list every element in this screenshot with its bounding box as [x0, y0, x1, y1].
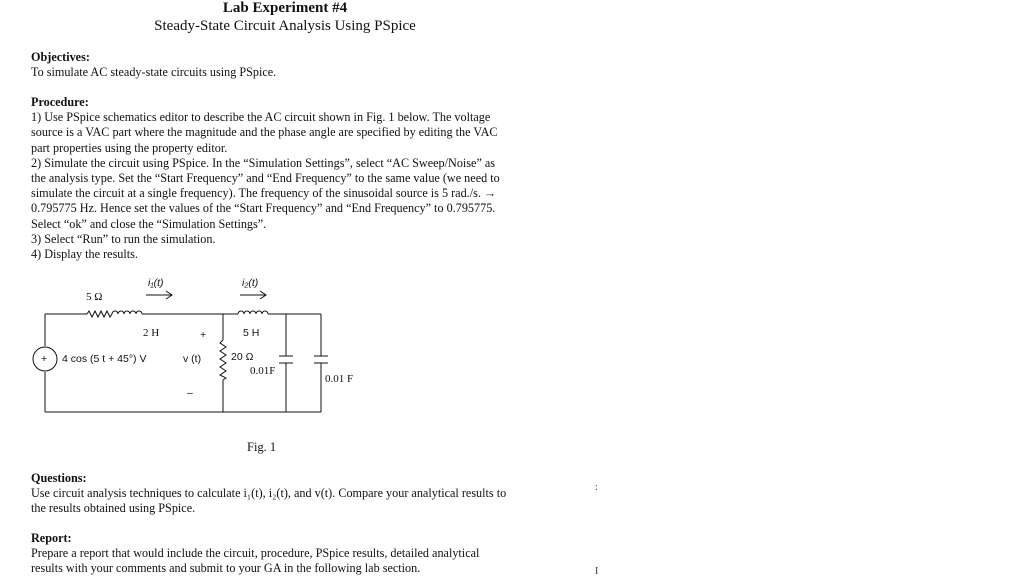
resistor-5ohm: [87, 311, 112, 317]
label-r1: 5 Ω: [86, 291, 103, 303]
label-i2: i₂(t): [242, 277, 259, 289]
procedure-line: 4) Display the results.: [31, 247, 138, 262]
report-heading: Report:: [31, 531, 72, 545]
report-line: Prepare a report that would include the circuit, procedure, PSpice results, detailed analytical: [31, 546, 480, 561]
questions-line: the results obtained using PSpice.: [31, 501, 196, 516]
objectives-section: [31, 50, 551, 80]
objectives-heading: Objectives:: [31, 50, 90, 64]
procedure-section: [31, 95, 551, 262]
figure-caption: Fig. 1: [247, 440, 277, 454]
procedure-line: Select “ok” and close the “Simulation Settings”.: [31, 216, 267, 231]
report-section: [31, 531, 551, 577]
inductor-5h: [238, 311, 268, 314]
label-r2: 20 Ω: [231, 351, 254, 363]
label-c1: 0.01F: [250, 365, 276, 377]
procedure-line: part properties using the property editor.: [31, 140, 228, 155]
inductor-2h: [112, 311, 142, 314]
margin-mark: I: [595, 566, 599, 577]
margin-mark: :: [595, 482, 598, 493]
label-vt-plus: +: [200, 329, 207, 341]
resistor-20ohm: [220, 340, 226, 380]
circuit-diagram: [30, 268, 370, 418]
current-arrow-i1: [146, 291, 172, 299]
questions-heading: Questions:: [31, 471, 87, 485]
source-plus-sign: +: [41, 353, 48, 365]
procedure-line: source is a VAC part where the magnitude and the phase angle are specified by editing the VAC: [31, 125, 498, 140]
objectives-text: To simulate AC steady-state circuits using PSpice.: [31, 65, 277, 80]
label-l1: 2 H: [143, 327, 160, 339]
current-arrow-i2: [240, 291, 266, 299]
capacitor-c1: [279, 356, 293, 363]
label-i1: i₁(t): [148, 277, 164, 289]
document-subtitle: Steady-State Circuit Analysis Using PSpice: [154, 18, 416, 34]
questions-section: [31, 471, 551, 517]
questions-line: Use circuit analysis techniques to calculate i₁(t), i₂(t), and v(t). Compare your analytical results to: [31, 486, 507, 501]
document-title: Lab Experiment #4: [222, 0, 348, 16]
report-line: results with your comments and submit to your GA in the following lab section.: [31, 561, 421, 576]
label-source: 4 cos (5 t + 45°) V: [62, 353, 147, 365]
procedure-heading: Procedure:: [31, 95, 89, 109]
capacitor-c2: [314, 356, 328, 363]
procedure-line: 0.795775 Hz. Hence set the values of the “Start Frequency” and “End Frequency” to 0.795775.: [31, 201, 496, 216]
procedure-line: 2) Simulate the circuit using PSpice. In the “Simulation Settings”, select “AC Sweep/Noise” as: [31, 155, 496, 170]
procedure-line: 1) Use PSpice schematics editor to describe the AC circuit shown in Fig. 1 below. The voltage: [31, 110, 491, 125]
label-l2: 5 H: [243, 327, 260, 339]
procedure-line: 3) Select “Run” to run the simulation.: [31, 231, 216, 246]
procedure-line: simulate the circuit at a single frequency). The frequency of the sinusoidal source is 5 rad./s. →: [31, 186, 497, 201]
procedure-line: the analysis type. Set the “Start Frequency” and “End Frequency” to the same value (we need to: [31, 171, 500, 186]
label-vt: v (t): [183, 353, 202, 365]
label-vt-minus: –: [187, 387, 193, 399]
label-c2: 0.01 F: [325, 373, 354, 385]
